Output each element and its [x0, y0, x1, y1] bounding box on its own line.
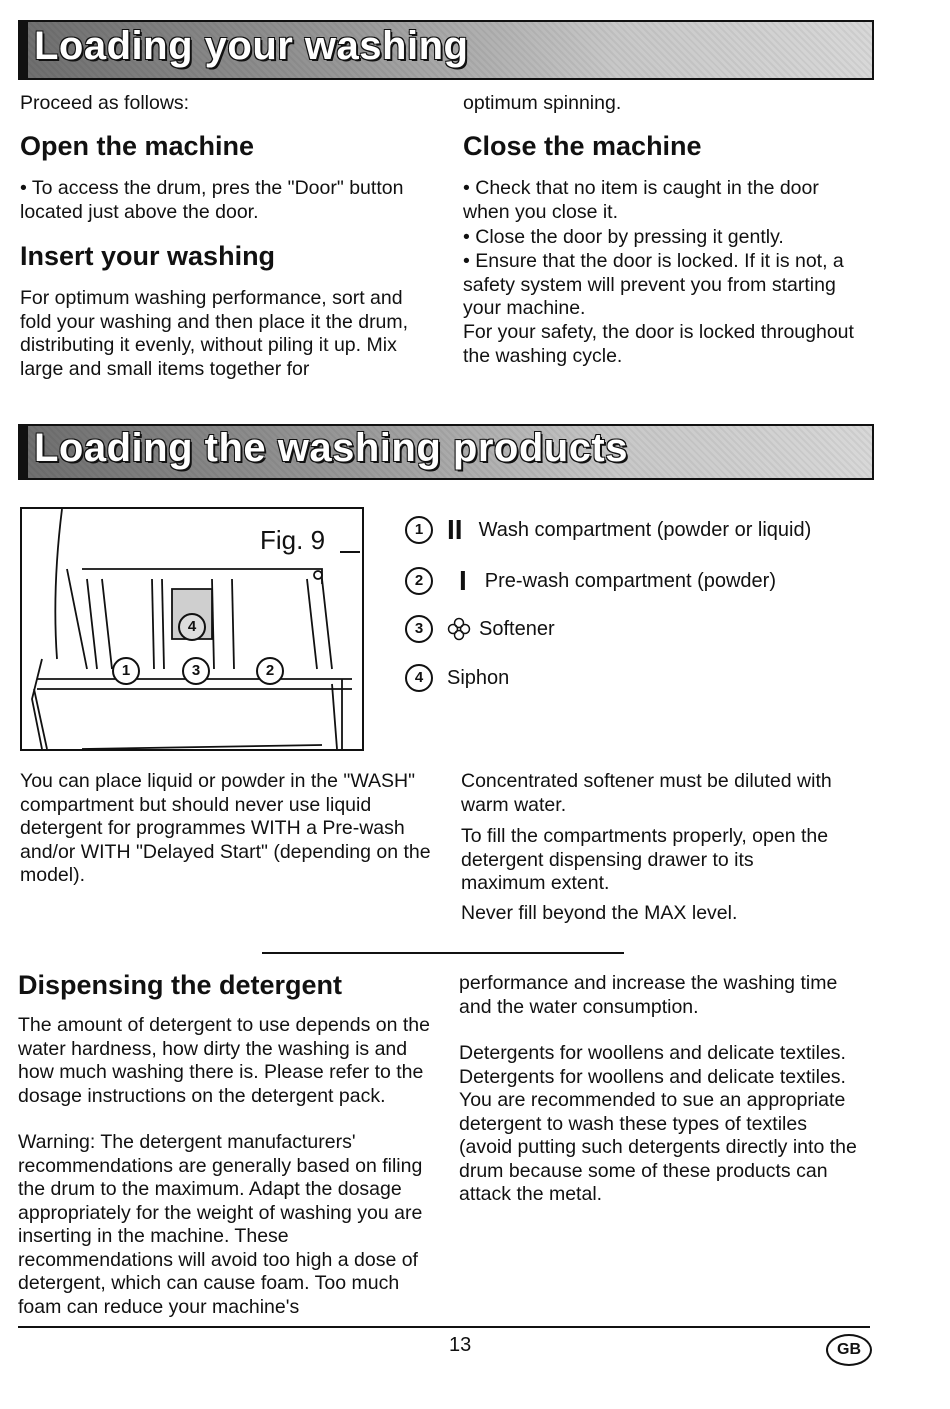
prewash-symbol: I: [459, 565, 467, 596]
continued-text: optimum spinning.: [463, 92, 622, 114]
banner-accent: [20, 426, 28, 478]
country-badge: GB: [826, 1334, 872, 1366]
close-line-3: • Ensure that the door is locked. If it is not, a safety system will prevent you from starting your machine.: [463, 250, 844, 319]
legend-item-wash: [405, 514, 811, 546]
wash-symbol: II: [447, 514, 463, 545]
legend-text: Siphon: [447, 666, 510, 689]
marker-2: 2: [256, 657, 284, 685]
legend-text: Wash compartment (powder or liquid): [478, 518, 812, 541]
figure-9-drawer: [20, 507, 364, 751]
intro-text: Proceed as follows:: [20, 92, 190, 114]
heading-close-machine: Close the machine: [463, 131, 702, 161]
section-banner-loading-washing: [18, 20, 874, 80]
section-title: Loading your washing: [34, 24, 469, 68]
heading-dispensing-detergent: Dispensing the detergent: [18, 970, 343, 1000]
products-left-text: You can place liquid or powder in the "WASH" compartment but should never use liquid detergent for programmes WITH a Pre-wash and/or WITH "Delayed Start" (depending on the model).: [20, 770, 431, 886]
banner-accent: [20, 22, 28, 78]
legend-item-siphon: [405, 664, 509, 692]
divider: [262, 952, 624, 954]
figure-label-underline: [340, 551, 360, 553]
legend-text: Pre-wash compartment (powder): [484, 569, 776, 592]
legend-number: 3: [405, 615, 433, 643]
legend-item-prewash: [405, 565, 776, 597]
legend-number: 1: [405, 516, 433, 544]
section-title: Loading the washing products: [34, 426, 628, 470]
products-right-text-2: To fill the compartments properly, open the detergent dispensing drawer to its maximum extent.: [461, 825, 829, 894]
insert-washing-text: For optimum washing performance, sort and fold your washing and then place it the drum, distributing it evenly, without piling it up. Mix large and small items together for: [20, 287, 409, 380]
marker-3: 3: [182, 657, 210, 685]
footer-rule: [18, 1326, 870, 1328]
dispensing-left-text-2: Warning: The detergent manufacturers' recommendations are generally based on filing the drum to the maximum. Adapt the dosage appropriately for the weight of washing you are inserting in the machine. These recommendations will avoid too high a dose of detergent, which can cause foam. Too much foam can reduce your machine's: [18, 1131, 423, 1318]
legend-number: 4: [405, 664, 433, 692]
legend-item-softener: [405, 615, 555, 643]
legend-text: Softener: [479, 617, 555, 640]
dispensing-left-text-1: The amount of detergent to use depends on the water hardness, how dirty the washing is and how much washing there is. Please refer to the dosage instructions on the detergent pack.: [18, 1014, 430, 1107]
close-line-1: • Check that no item is caught in the door when you close it.: [463, 177, 819, 223]
marker-4: 4: [178, 613, 206, 641]
flower-icon: [447, 617, 471, 641]
legend-number: 2: [405, 567, 433, 595]
close-line-2: • Close the door by pressing it gently.: [463, 226, 784, 248]
heading-open-machine: Open the machine: [20, 131, 255, 161]
heading-insert-washing: Insert your washing: [20, 241, 276, 271]
dispensing-right-text-2: Detergents for woollens and delicate textiles. Detergents for woollens and delicate textiles. You are recommended to sue an appropriate detergent to wash these types of textiles (avoid putting such detergents directly into the drum because some of these products can attack the metal.: [459, 1042, 857, 1205]
figure-label: Fig. 9: [260, 525, 326, 555]
marker-1: 1: [112, 657, 140, 685]
page-number: 13: [449, 1334, 472, 1356]
section-banner-washing-products: [18, 424, 874, 480]
products-right-text-1: Concentrated softener must be diluted with warm water.: [461, 770, 832, 816]
open-machine-text: • To access the drum, pres the "Door" button located just above the door.: [20, 177, 404, 223]
close-line-4: For your safety, the door is locked throughout the washing cycle.: [463, 321, 854, 367]
products-right-text-3: Never fill beyond the MAX level.: [461, 902, 738, 924]
dispensing-right-text-1: performance and increase the washing time and the water consumption.: [459, 972, 838, 1018]
